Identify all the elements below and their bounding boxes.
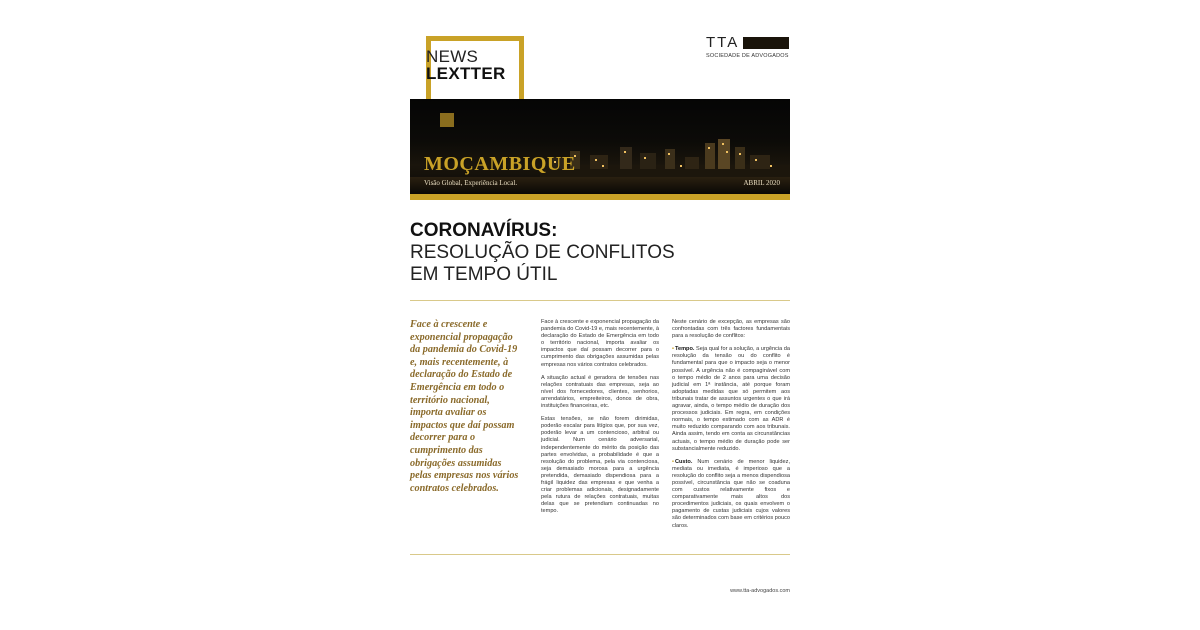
column3-intro: Neste cenário de excepção, as empresas são confrontadas com três factores fundamentais para a resolução de conflitos: [672, 319, 790, 340]
article-column-2 [541, 319, 659, 521]
newsletter-logo [426, 48, 506, 82]
lead-paragraph: Face à crescente e exponencial propagação da pandemia do Covid-19 e, mais recentemente, à declaração do Estado de Emergência em todo o território nacional, importa avaliar os impactos que daí possam decorrer para o cumprimento das obrigações assumidas pelas empresas nos vários contratos celebrados. [410, 319, 519, 494]
article-column-3 [672, 319, 790, 536]
article-headline [410, 220, 675, 286]
top-rule [410, 300, 790, 301]
column2-paragraph-1: Face à crescente e exponencial propagação da pandemia do Covid-19 e, mais recentemente, à declaração do Estado de Emergência em todo o território nacional, importa avaliar os impactos que daí possam decorrer para o cumprimento das obrigações assumidas pelas empresas nos vários contratos celebrados. [541, 319, 659, 368]
bullet-tempo-text: Seja qual for a solução, a urgência da resolução da tensão ou do conflito é fundamental para que o impacto seja o menor possível. A urgência não é compaginável com o tempo médio de 2 anos para uma decisão judicial em 1ª instância, até porque foram adoptadas medidas que só permitem aos tribunais tratar de assuntos urgentes o que irá agravar, ainda, o tempo médio de duração dos processos judiciais. Em regra, em condições normais, o tempo estimado com as ADR é muito reduzido comparando com aos tribunais. Ainda assim, tendo em conta as circunstâncias actuais, o tempo médio de duração pode ser substancialmente reduzido. [672, 346, 790, 452]
column2-paragraph-2: A situação actual é geradora de tensões nas relações contratuais das empresas, seja ao nível dos fornecedores, clientes, senhorios, arrendatários, empreiteiros, donos de obra, instituições financeiras, etc. [541, 374, 659, 410]
firm-name: TTA [706, 34, 740, 51]
bullet-custo-text: Num cenário de menor liquidez, mediata ou imediata, é imperioso que a resolução do conflito seja a menos dispendiosa possível, circunstância que não se coaduna com custos relativamente fixos e comparativamente mais altos dos procedimentos judiciais, os quais envolvem o pagamento de custas judiciais cujos valores são determinados com base em critérios pouco claros. [672, 458, 790, 529]
logo-square [440, 113, 454, 127]
bullet-tempo-label: Tempo. [674, 346, 695, 353]
city-night-banner [410, 99, 790, 194]
tagline: Visão Global, Experiência Local. [424, 179, 518, 187]
headline-line-1: CORONAVÍRUS: [410, 220, 558, 241]
gold-divider [410, 194, 790, 200]
newsletter-page [410, 30, 790, 605]
firm-logo [706, 34, 789, 59]
headline-line-3: EM TEMPO ÚTIL [410, 264, 558, 285]
bullet-custo [672, 459, 790, 530]
bullet-custo-label: Custo. [674, 458, 693, 465]
bullet-tempo [672, 346, 790, 452]
firm-logo-bar [743, 37, 789, 49]
firm-subtitle: SOCIEDADE DE ADVOGADOS [706, 53, 789, 59]
footer-website[interactable]: www.tta-advogados.com [730, 588, 790, 594]
lextter-label: LEXTTER [426, 64, 506, 83]
column2-paragraph-3: Estas tensões, se não forem dirimidas, poderão escalar para litígios que, por sua vez, poderão levar a um contencioso, arbitral ou judicial. Num cenário adversarial, independentemente do mérito da posição das partes envolvidas, a probabilidade é que a resolução do problema, pela via contenciosa, seja demasiado morosa para a urgência pretendida, demasiado dispendiosa para a frágil liquidez das empresas e que venha a criar problemas adicionais, designadamente pela rutura de relações contratuais, muitas delas que se pretendiam continuadas no tempo. [541, 416, 659, 515]
city-skyline-image [540, 137, 790, 177]
news-label: NEWS [426, 47, 479, 66]
country-title: MOÇAMBIQUE [424, 153, 576, 175]
bullet-marker: • [672, 458, 674, 465]
bottom-rule [410, 554, 790, 555]
headline-line-2: RESOLUÇÃO DE CONFLITOS [410, 242, 675, 263]
bullet-marker: • [672, 346, 674, 353]
issue-date: ABRIL 2020 [743, 179, 780, 187]
